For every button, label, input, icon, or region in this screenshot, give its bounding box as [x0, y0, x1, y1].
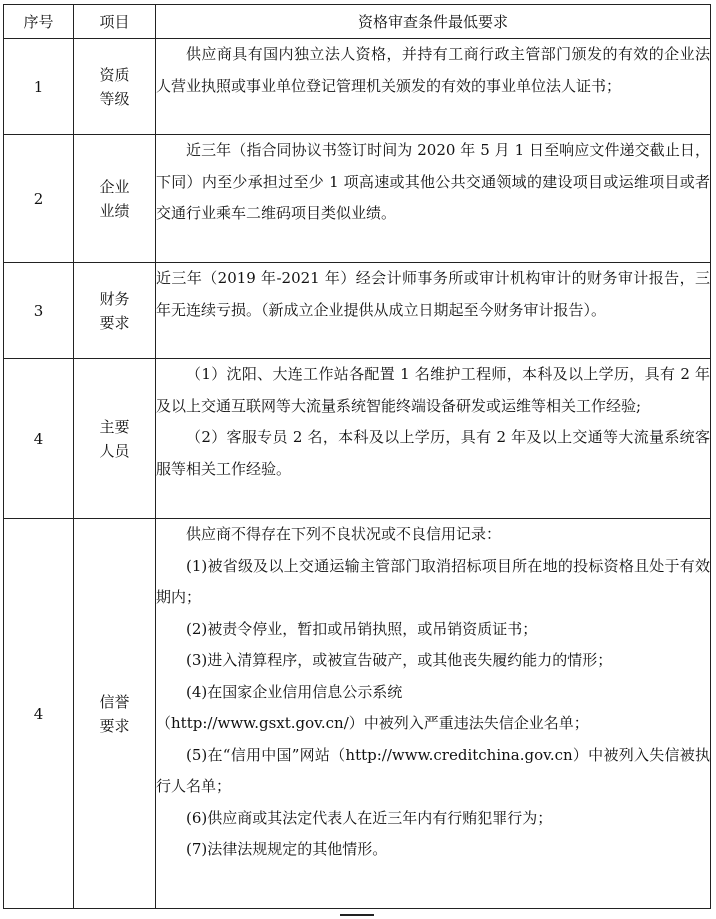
- description-paragraph: (5)在“信用中国”网站（http://www.creditchina.gov.cn）中被列入失信被执行人名单；: [156, 745, 710, 795]
- row-item: [74, 359, 156, 519]
- description-paragraph: （http://www.gsxt.gov.cn/）中被列入严重违法失信企业名单；: [156, 714, 589, 732]
- row-description: [156, 359, 711, 519]
- row-description: [156, 263, 711, 359]
- row-item-line: 等级: [99, 89, 130, 108]
- description-paragraph: 供应商具有国内独立法人资格，并持有工商行政主管部门颁发的有效的企业法人营业执照或事业单位登记管理机关颁发的有效的事业单位法人证书；: [156, 45, 710, 95]
- row-item: [74, 39, 156, 135]
- row-item-line: 要求: [99, 313, 130, 332]
- description-paragraph: 供应商不得存在下列不良状况或不良信用记录：: [186, 525, 502, 543]
- row-item-line: 资质: [99, 65, 130, 84]
- row-description: [156, 39, 711, 135]
- row-seq: 3: [4, 263, 74, 359]
- row-seq: 4: [4, 519, 74, 909]
- qualification-table: [3, 4, 711, 909]
- row-seq: 2: [4, 135, 74, 263]
- description-paragraph: （2）客服专员 2 名，本科及以上学历，具有 2 年及以上交通等大流量系统客服等相关工作经验。: [156, 428, 710, 478]
- table-header-row: [4, 5, 711, 39]
- header-seq: 序号: [4, 5, 74, 39]
- row-item-line: 信誉: [99, 692, 130, 711]
- row-item: [74, 263, 156, 359]
- description-paragraph: （1）沈阳、大连工作站各配置 1 名维护工程师，本科及以上学历，具有 2 年及以上交通互联网等大流量系统智能终端设备研发或运维等相关工作经验;: [156, 365, 710, 415]
- table-row: [4, 135, 711, 263]
- row-item: [74, 519, 156, 909]
- row-seq: 1: [4, 39, 74, 135]
- description-paragraph: 近三年（2019 年-2021 年）经会计师事务所或审计机构审计的财务审计报告，三年无连续亏损。（新成立企业提供从成立日期起至今财务审计报告）。: [156, 269, 710, 319]
- page-number-mark: [340, 914, 374, 916]
- row-seq: 4: [4, 359, 74, 519]
- header-desc: 资格审查条件最低要求: [156, 5, 711, 39]
- description-paragraph: (3)进入清算程序，或被宣告破产，或其他丧失履约能力的情形；: [186, 651, 613, 669]
- description-paragraph: 近三年（指合同协议书签订时间为 2020 年 5 月 1 日至响应文件递交截止日，下同）内至少承担过至少 1 项高速或其他公共交通领域的建设项目或运维项目或者交通行业乘车二维码项目类似业绩。: [156, 141, 710, 222]
- description-paragraph: (2)被责令停业，暂扣或吊销执照，或吊销资质证书；: [186, 619, 538, 638]
- table-row: [4, 519, 711, 909]
- row-item-line: 企业: [99, 177, 130, 196]
- description-paragraph: (6)供应商或其法定代表人在近三年内有行贿犯罪行为；: [186, 808, 553, 827]
- row-item-line: 业绩: [99, 201, 130, 220]
- header-item: 项目: [74, 5, 156, 39]
- description-paragraph: (4)在国家企业信用信息公示系统: [186, 682, 403, 701]
- row-description: [156, 135, 711, 263]
- table-row: [4, 39, 711, 135]
- row-item-line: 主要: [99, 417, 130, 436]
- table-row: [4, 263, 711, 359]
- description-paragraph: (7)法律法规规定的其他情形。: [186, 840, 388, 858]
- row-description: [156, 519, 711, 909]
- table-row: [4, 359, 711, 519]
- row-item: [74, 135, 156, 263]
- row-item-line: 财务: [99, 289, 130, 308]
- row-item-line: 人员: [99, 441, 130, 460]
- row-item-line: 要求: [99, 716, 130, 735]
- description-paragraph: (1)被省级及以上交通运输主管部门取消招标项目所在地的投标资格且处于有效期内；: [156, 556, 710, 606]
